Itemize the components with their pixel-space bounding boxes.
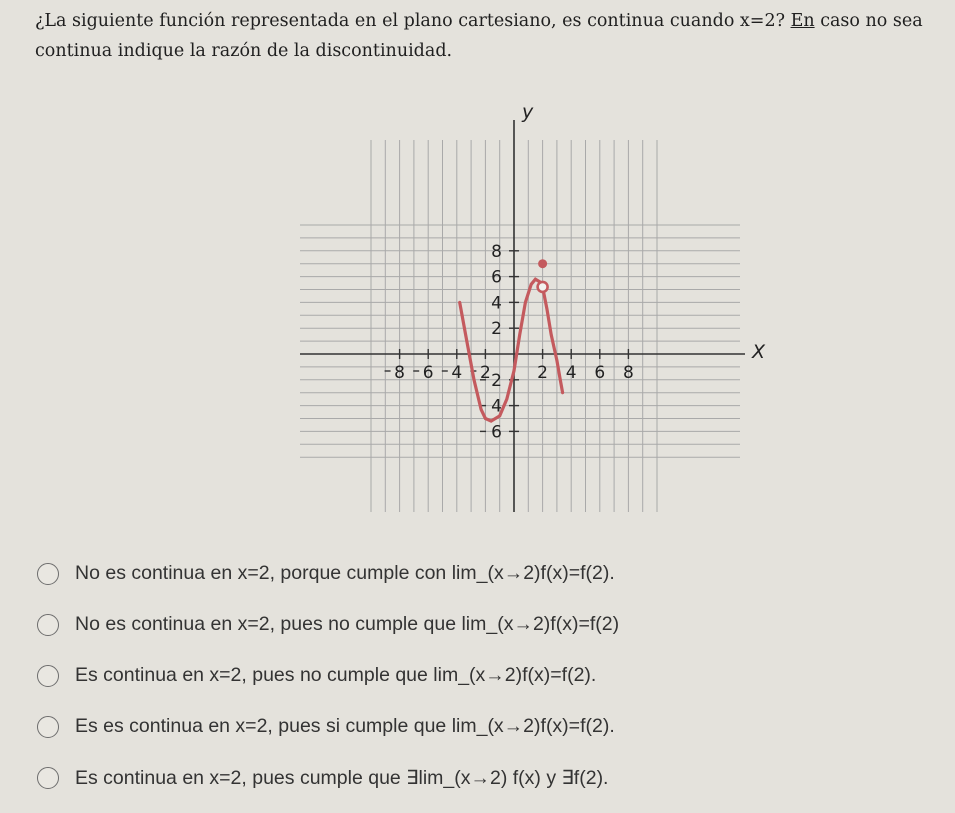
x-tick-label: 2 xyxy=(537,363,549,383)
y-axis-label: y xyxy=(522,101,534,123)
y-tick-label: 6 xyxy=(491,422,502,443)
radio-button[interactable] xyxy=(37,614,59,636)
x-tick-label: 2 xyxy=(479,363,491,383)
y-tick-label: 4 xyxy=(491,396,502,417)
option-label: Es es continua en x=2, pues si cumple que lim_(x→2)f(x)=f(2). xyxy=(75,715,615,737)
option-3[interactable] xyxy=(30,650,930,701)
x-tick-label: 8 xyxy=(622,363,634,383)
radio-button[interactable] xyxy=(37,716,59,738)
x-axis-label: X xyxy=(752,341,766,363)
x-tick-label: 4 xyxy=(451,363,463,383)
radio-button[interactable] xyxy=(37,767,59,789)
option-1[interactable] xyxy=(30,548,930,599)
open-point xyxy=(538,282,548,292)
y-tick-label: 2 xyxy=(491,370,502,391)
y-tick-label: 4 xyxy=(491,293,502,314)
question-text xyxy=(35,6,940,66)
y-tick-label: 8 xyxy=(491,241,502,262)
option-label: No es continua en x=2, porque cumple con lim_(x→2)f(x)=f(2). xyxy=(75,562,615,584)
y-tick-label: 6 xyxy=(491,267,502,288)
x-tick-label: 6 xyxy=(422,363,434,383)
cartesian-plane xyxy=(290,100,766,530)
answer-options xyxy=(30,548,930,803)
option-label: Es continua en x=2, pues no cumple que lim_(x→2)f(x)=f(2). xyxy=(75,664,597,686)
x-tick-label: 4 xyxy=(565,363,577,383)
question-link: En xyxy=(790,11,815,31)
y-tick-label: 2 xyxy=(491,319,502,340)
x-tick-label: 8 xyxy=(394,363,406,383)
radio-button[interactable] xyxy=(37,665,59,687)
option-label: No es continua en x=2, pues no cumple que lim_(x→2)f(x)=f(2) xyxy=(75,613,620,635)
option-5[interactable] xyxy=(30,752,930,803)
option-label: Es continua en x=2, pues cumple que ∃lim_(x→2) f(x) y ∃f(2). xyxy=(75,766,609,789)
question-line: ¿La siguiente función representada en el plano cartesiano, es continua cuando x=2? xyxy=(35,11,785,31)
function-graph xyxy=(290,100,766,530)
x-tick-label: 6 xyxy=(594,363,606,383)
option-2[interactable] xyxy=(30,599,930,650)
question-line-2: caso no sea continua indique la razón de la discontinuidad. xyxy=(35,11,923,61)
option-4[interactable] xyxy=(30,701,930,752)
radio-button[interactable] xyxy=(37,563,59,585)
filled-point xyxy=(538,259,547,268)
